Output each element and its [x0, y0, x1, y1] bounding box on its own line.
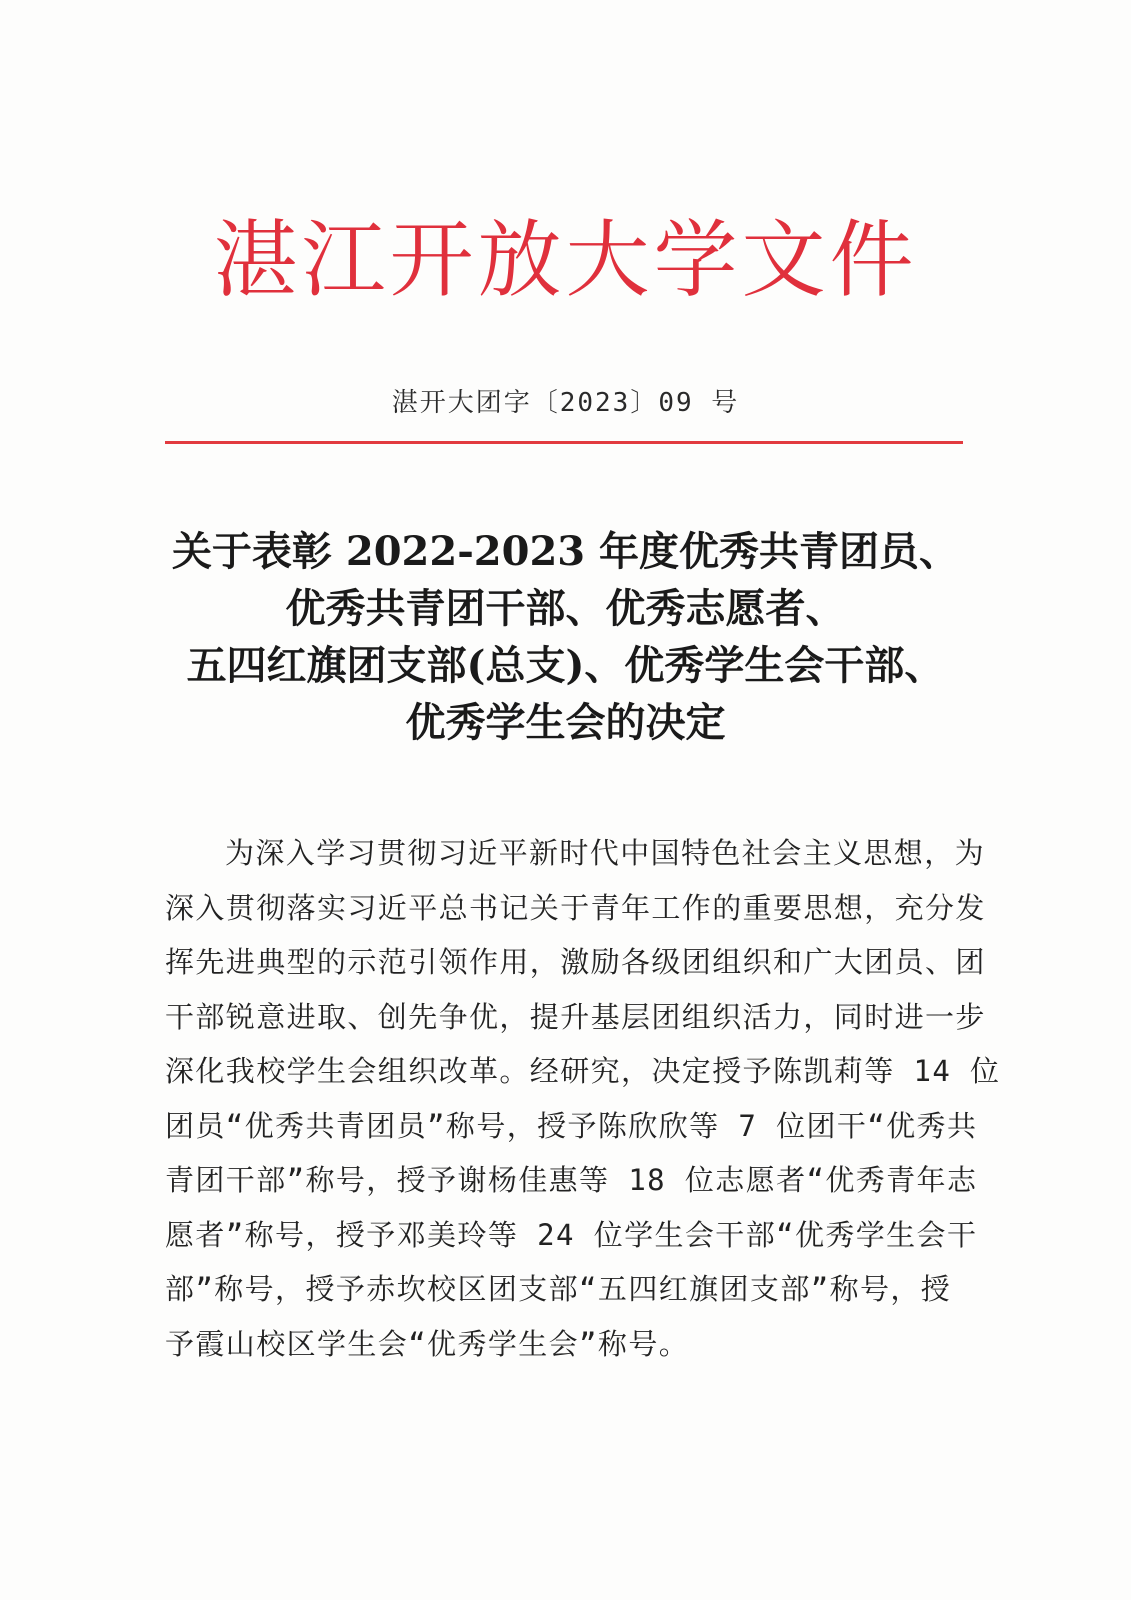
body-line: 青团干部”称号，授予谢杨佳惠等 18 位志愿者“优秀青年志 [165, 1163, 978, 1197]
issuer-header: 湛江开放大学文件 [213, 211, 918, 309]
body-line: 挥先进典型的示范引领作用，激励各级团组织和广大团员、团 [165, 945, 986, 979]
title-line: 优秀共青团干部、优秀志愿者、 [285, 585, 846, 632]
body-line: 深化我校学生会组织改革。经研究，决定授予陈凯莉等 14 位 [165, 1054, 1001, 1088]
body-line: 部”称号，授予赤坎校区团支部“五四红旗团支部”称号，授 [165, 1272, 952, 1306]
body-line: 愿者”称号，授予邓美玲等 24 位学生会干部“优秀学生会干 [165, 1217, 978, 1252]
body-line: 予霞山校区学生会“优秀学生会”称号。 [165, 1326, 690, 1361]
document-number: 湛开大团字〔2023〕09 号 [391, 388, 740, 418]
title-line: 五四红旗团支部(总支)、优秀学生会干部、 [186, 642, 945, 689]
title-line: 关于表彰 2022-2023 年度优秀共青团员、 [171, 528, 960, 575]
body-line: 深入贯彻落实习近平总书记关于青年工作的重要思想，充分发 [165, 890, 986, 925]
body-line: 为深入学习贯彻习近平新时代中国特色社会主义思想，为 [225, 836, 986, 870]
red-divider-line [165, 441, 963, 444]
title-line: 优秀学生会的决定 [405, 699, 726, 746]
document-title [120, 523, 1011, 751]
body-paragraph [165, 826, 1001, 1371]
body-line: 干部锐意进取、创先争优，提升基层团组织活力，同时进一步 [165, 999, 986, 1034]
body-line: 团员“优秀共青团员”称号，授予陈欣欣等 7 位团干“优秀共 [165, 1108, 978, 1143]
